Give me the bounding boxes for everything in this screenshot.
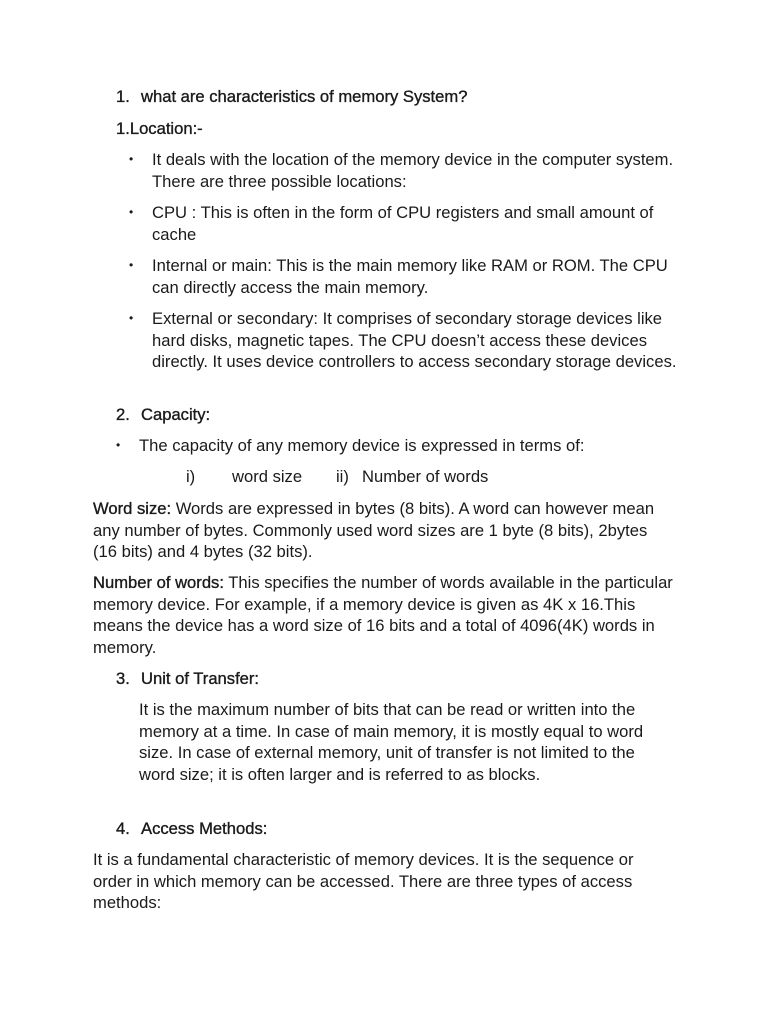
capacity-sub-i-text: word size <box>232 467 303 486</box>
unit-of-transfer-heading <box>116 668 259 690</box>
access-methods-number: 4. <box>116 819 130 838</box>
unit-of-transfer-paragraph: It is the maximum number of bits that can be read or written into the memory at a time. In case of main memory, it is mostly equal to word size. In case of external memory, unit of transfer is not limited to the word size; it is often larger and is referred to as blocks. <box>139 700 644 784</box>
bullet-text: CPU : This is often in the form of CPU registers and small amount of cache <box>152 203 654 244</box>
bullet-text: The capacity of any memory device is expressed in terms of: <box>139 436 585 455</box>
word-size-text: Words are expressed in bytes (8 bits). A word can however mean any number of bytes. Commonly used word sizes are 1 byte (8 bits), 2bytes (16 bits) and 4 bytes (32 bits). <box>93 499 655 562</box>
bullet-dot: • <box>129 311 134 325</box>
unit-of-transfer-title: Unit of Transfer: <box>141 669 260 688</box>
location-bullet-2 <box>129 202 679 245</box>
access-methods-title: Access Methods: <box>141 819 268 838</box>
capacity-bullet <box>116 435 696 457</box>
capacity-heading <box>116 404 210 426</box>
bullet-text: External or secondary: It comprises of secondary storage devices like hard disks, magnetic tapes. The CPU doesn’t access these devices directly. It uses device controllers to access secondary storage devices. <box>152 309 677 372</box>
word-size-paragraph <box>93 498 673 563</box>
location-bullet-3 <box>129 255 679 298</box>
bullet-dot: • <box>129 205 134 219</box>
bullet-dot: • <box>116 438 121 452</box>
question-text: what are characteristics of memory System? <box>141 87 468 106</box>
capacity-sub-ii-number: ii) <box>336 467 349 486</box>
unit-of-transfer-number: 3. <box>116 669 130 688</box>
question-number: 1. <box>116 87 130 106</box>
capacity-sub-i-number: i) <box>186 467 196 486</box>
number-of-words-text: This specifies the number of words available in the particular memory device. For example, if a memory device is given as 4K x 16.This means the device has a word size of 16 bits and a total of 4096(4K) words in memory. <box>93 573 673 657</box>
capacity-number: 2. <box>116 405 130 424</box>
word-size-label: Word size: <box>93 499 172 518</box>
number-of-words-paragraph <box>93 572 673 658</box>
question-heading <box>116 86 676 108</box>
access-methods-paragraph: It is a fundamental characteristic of memory devices. It is the sequence or order in which memory can be accessed. There are three types of access methods: <box>93 850 634 913</box>
number-of-words-label: Number of words: <box>93 573 224 592</box>
bullet-dot: • <box>129 152 134 166</box>
bullet-text: It deals with the location of the memory device in the computer system. There are three possible locations: <box>152 150 674 191</box>
location-heading: 1.Location:- <box>116 119 203 138</box>
bullet-text: Internal or main: This is the main memory like RAM or ROM. The CPU can directly access the main memory. <box>152 256 668 297</box>
bullet-dot: • <box>129 258 134 272</box>
capacity-title: Capacity: <box>141 405 211 424</box>
location-bullet-1 <box>129 149 679 192</box>
location-bullet-4 <box>129 308 681 373</box>
access-methods-heading <box>116 818 267 840</box>
capacity-sub-ii-text: Number of words <box>362 467 489 486</box>
